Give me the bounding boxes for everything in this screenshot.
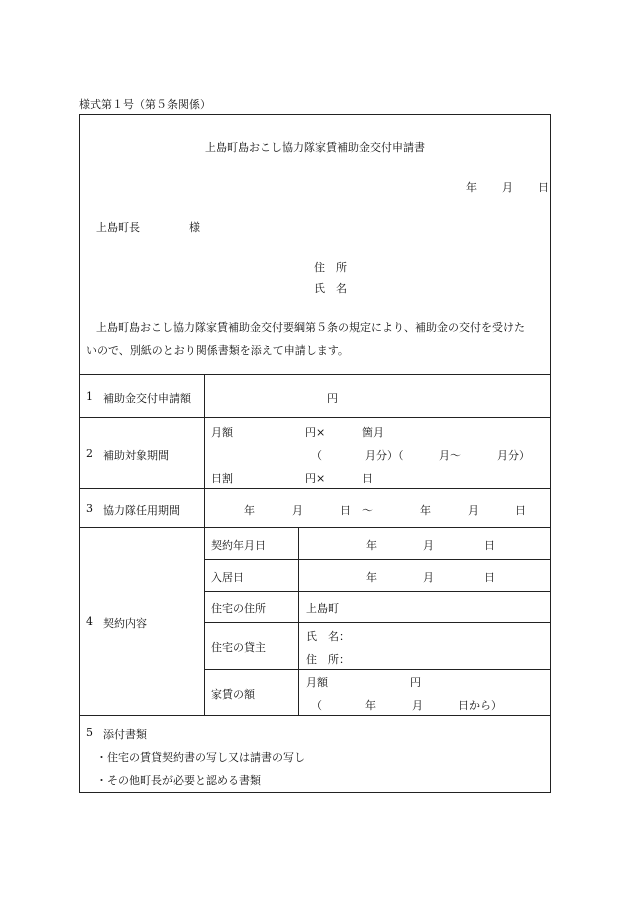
divider-header [79, 374, 551, 375]
form-number-label: 様式第１号（第５条関係） [79, 98, 211, 111]
divider-contract-3 [204, 622, 551, 623]
rent-year: 年 [365, 699, 376, 712]
row5-label: 添付書類 [103, 728, 147, 741]
divider-contract-2 [204, 591, 551, 592]
row2-daily-label: 日割 [211, 472, 233, 485]
row1-yen: 円 [327, 392, 338, 405]
attachment-item: ・住宅の賃貸契約書の写し又は請書の写し [96, 751, 305, 764]
move-in-month: 月 [423, 571, 434, 584]
rent-label: 家賃の額 [211, 688, 255, 701]
residence-value: 上島町 [306, 602, 339, 615]
rent-yen: 円 [410, 676, 421, 689]
move-in-label: 入居日 [211, 571, 244, 584]
contract-date-day: 日 [484, 539, 495, 552]
row2-label: 補助対象期間 [103, 449, 169, 462]
rent-month: 月 [412, 699, 423, 712]
row1-number: 1 [86, 390, 93, 403]
row4-label: 契約内容 [103, 617, 147, 630]
addressee-honorific: 様 [189, 221, 200, 234]
row2-days: 日 [362, 472, 373, 485]
row3-year2: 年 [420, 504, 431, 517]
contract-date-month: 月 [423, 539, 434, 552]
row2-months: 箇月 [362, 426, 384, 439]
row2-paren-open: （ [311, 449, 322, 462]
contract-date-year: 年 [366, 539, 377, 552]
row3-month: 月 [292, 504, 303, 517]
divider-row4 [79, 715, 551, 716]
row2-yen-times: 円× [305, 426, 326, 439]
divider-row1 [79, 417, 551, 418]
row5-number: 5 [86, 726, 93, 739]
divider-row2 [79, 488, 551, 489]
rent-monthly-label: 月額 [306, 676, 328, 689]
residence-label: 住宅の住所 [211, 602, 266, 615]
column-divider-label [204, 374, 205, 715]
row2-number: 2 [86, 447, 93, 460]
move-in-year: 年 [366, 571, 377, 584]
row2-monthly-label: 月額 [211, 426, 233, 439]
landlord-label: 住宅の貸主 [211, 641, 266, 654]
row2-month-part: 月分）（ [365, 449, 404, 462]
row1-label: 補助金交付申請額 [103, 392, 191, 405]
row3-day2: 日 [515, 504, 526, 517]
divider-contract-4 [204, 669, 551, 670]
row3-month2: 月 [468, 504, 479, 517]
divider-contract-1 [204, 559, 551, 560]
rent-day-from: 日から） [458, 699, 502, 712]
body-text-line2: いので、別紙のとおり関係書類を添えて申請します。 [86, 344, 349, 357]
divider-row3 [79, 527, 551, 528]
row3-label: 協力隊任用期間 [103, 504, 180, 517]
rent-paren-open: （ [311, 699, 322, 712]
body-text-line1: 上島町島おこし協力隊家賃補助金交付要綱第５条の規定により、補助金の交付を受けた [96, 321, 525, 334]
form-title: 上島町島おこし協力隊家賃補助金交付申請書 [205, 141, 425, 154]
row3-tilde: ～ [362, 504, 373, 517]
attachment-item: ・その他町長が必要と認める書類 [96, 774, 261, 787]
date-day: 日 [538, 181, 549, 194]
date-month: 月 [502, 181, 513, 194]
applicant-name-label: 氏 名 [314, 282, 347, 295]
row2-month-from: 月～ [439, 449, 461, 462]
contract-date-label: 契約年月日 [211, 539, 266, 552]
date-year: 年 [466, 181, 477, 194]
row2-month-to: 月分） [497, 449, 530, 462]
row3-day: 日 [340, 504, 351, 517]
move-in-day: 日 [484, 571, 495, 584]
landlord-name-label: 氏 名： [306, 630, 350, 643]
row3-number: 3 [86, 502, 93, 515]
column-divider-contract [298, 527, 299, 715]
row2-yen-times2: 円× [305, 472, 326, 485]
addressee-name: 上島町長 [96, 221, 140, 234]
row3-year: 年 [244, 504, 255, 517]
applicant-address-label: 住 所 [314, 261, 347, 274]
row4-number: 4 [86, 615, 93, 628]
landlord-address-label: 住 所： [306, 653, 350, 666]
